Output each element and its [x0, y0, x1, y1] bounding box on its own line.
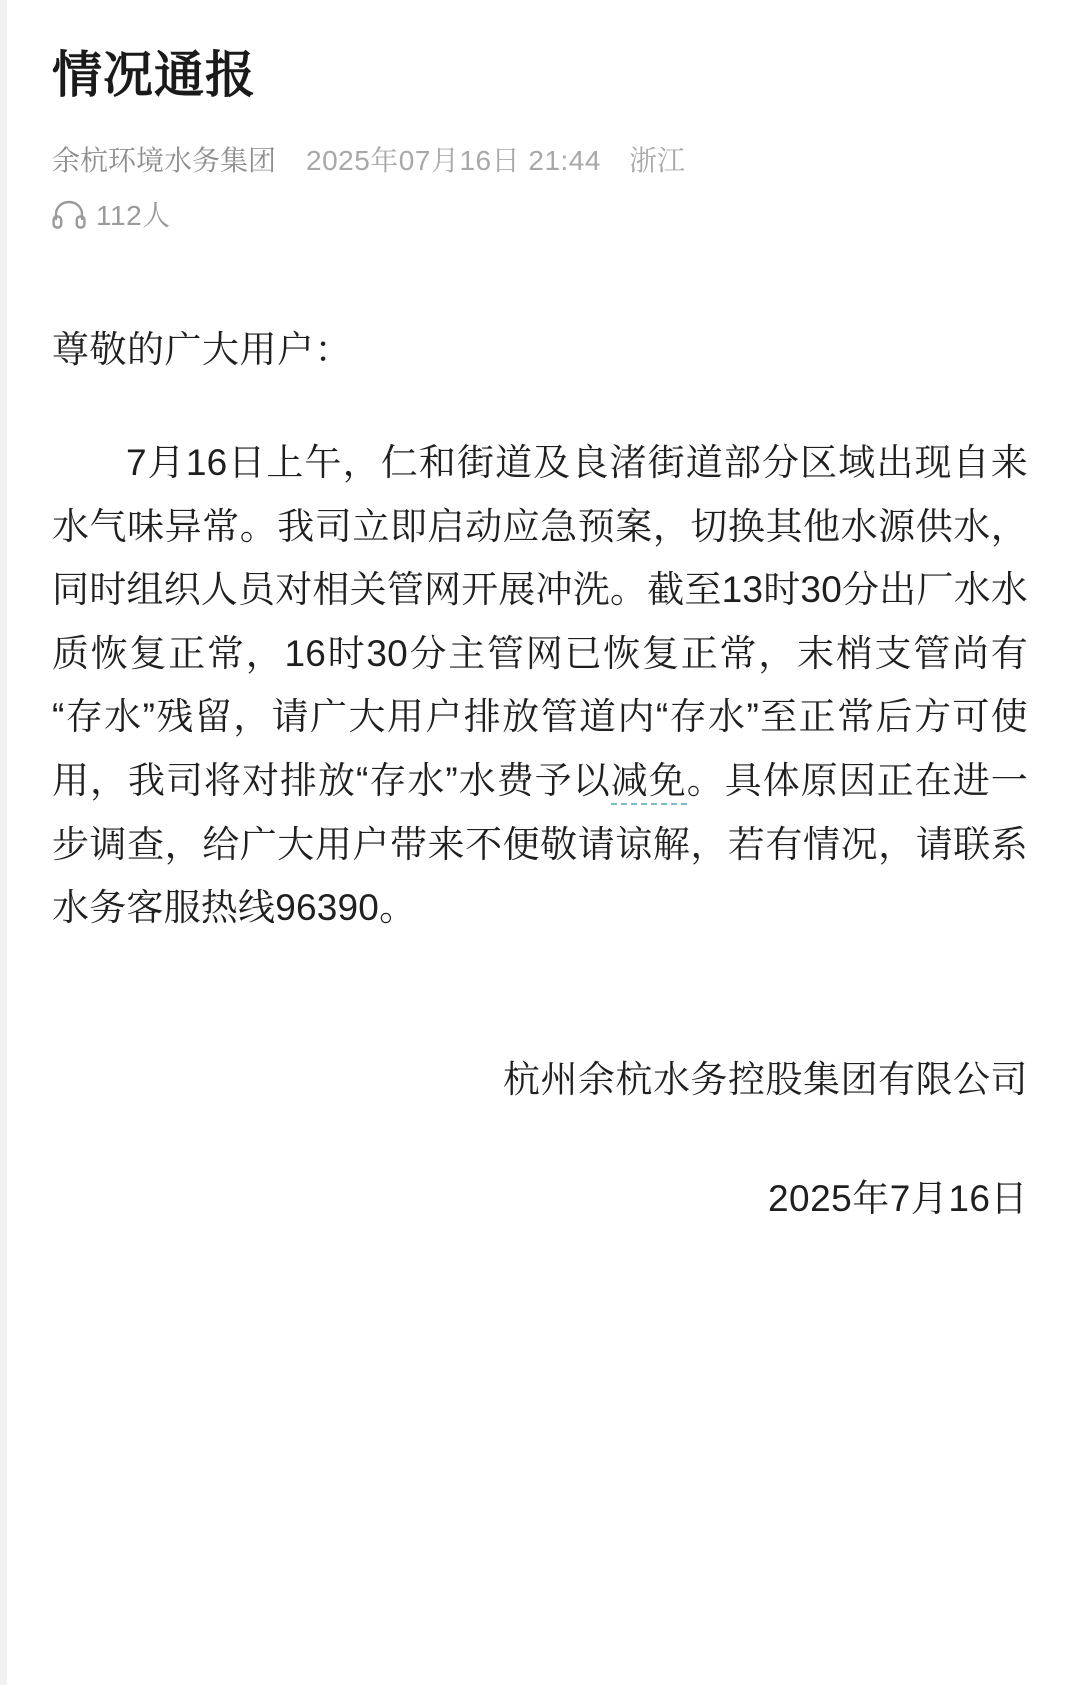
- salutation: 尊敬的广大用户：: [52, 328, 352, 370]
- listen-count-label: 112人: [96, 199, 171, 231]
- article-meta: [52, 141, 1028, 180]
- left-edge-divider: [0, 0, 7, 1685]
- body-text-part-2: 。具体原因正在进一步调查，给广大用户带来不便敬请谅解，若有情况，请联系水务客服热线96390。: [52, 760, 1028, 929]
- headphone-icon: [52, 199, 86, 229]
- meta-timestamp: 2025年07月16日 21:44: [306, 144, 601, 176]
- body-text-emphasis: 减免: [611, 760, 687, 805]
- body-paragraph: [52, 431, 1028, 940]
- signature-org: 杭州余杭水务控股集团有限公司: [503, 1058, 1028, 1100]
- article-body: [52, 320, 1028, 1229]
- signature-date: 2025年7月16日: [767, 1178, 1028, 1220]
- meta-source[interactable]: 余杭环境水务集团: [52, 144, 277, 176]
- page-title: 情况通报: [52, 47, 256, 103]
- body-text-part-1: 7月16日上午，仁和街道及良渚街道部分区域出现自来水气味异常。我司立即启动应急预案，切换其他水源供水，同时组织人员对相关管网开展冲洗。截至13时30分出厂水水质恢复正常，16时30分主管网已恢复正常，末梢支管尚有“存水”残留，请广大用户排放管道内“存水”至正常后方可使用，我司将对排放“存水”水费予以: [52, 441, 1028, 801]
- listen-count-row[interactable]: [52, 194, 1028, 234]
- meta-region: 浙江: [628, 144, 685, 176]
